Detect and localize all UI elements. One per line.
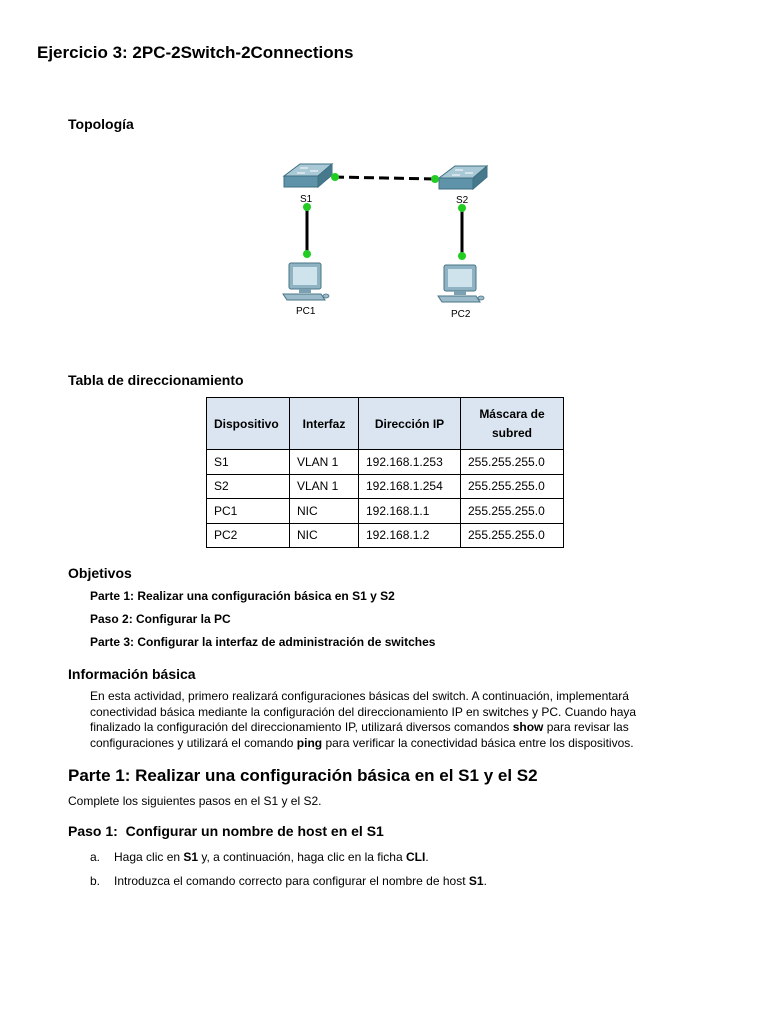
link-dot <box>431 175 439 183</box>
step-bold: S1 <box>468 874 484 888</box>
label-pc1: PC1 <box>296 306 316 317</box>
header-mask <box>461 398 564 450</box>
topology-heading: Topología <box>68 116 134 132</box>
step-item-b <box>90 874 487 888</box>
topology-diagram <box>270 150 500 330</box>
paragraph-text: para verificar la conectividad básica entre los dispositivos. <box>322 735 634 750</box>
step1-heading: Paso 1: Configurar un nombre de host en el S1 <box>68 823 384 839</box>
table-row <box>207 523 564 548</box>
step-bold: CLI <box>405 850 426 864</box>
objective-item: Paso 2: Configurar la PC <box>90 612 231 626</box>
switch-s1-icon <box>284 164 332 187</box>
cell-mask: 255.255.255.0 <box>461 523 564 548</box>
cell-ip: 192.168.1.254 <box>359 474 461 499</box>
label-s2: S2 <box>456 195 469 206</box>
step-text: Haga clic en <box>114 850 184 864</box>
switch-link <box>334 177 436 179</box>
objective-item: Parte 3: Configurar la interfaz de administración de switches <box>90 635 436 649</box>
objectives-heading: Objetivos <box>68 565 132 581</box>
cell-ip: 192.168.1.1 <box>359 499 461 524</box>
objective-item: Parte 1: Realizar una configuración básica en S1 y S2 <box>90 589 395 603</box>
step-text: . <box>425 850 429 864</box>
background-heading: Información básica <box>68 666 196 682</box>
page-title: Ejercicio 3: 2PC-2Switch-2Connections <box>37 43 354 62</box>
cell-device: S2 <box>207 474 290 499</box>
step-item-a <box>90 850 429 864</box>
addressing-table-heading: Tabla de direccionamiento <box>68 372 244 388</box>
pc1-icon <box>283 263 329 300</box>
step-bold: S1 <box>183 850 199 864</box>
header-mask-line2: subred <box>491 425 532 440</box>
step-text: y, a continuación, haga clic en la ficha <box>198 850 406 864</box>
label-s1: S1 <box>300 194 313 205</box>
part1-heading: Parte 1: Realizar una configuración básica en el S1 y el S2 <box>68 766 538 785</box>
table-row <box>207 450 564 475</box>
cell-mask: 255.255.255.0 <box>461 474 564 499</box>
link-dot <box>331 173 339 181</box>
header-ip: Dirección IP <box>359 398 461 450</box>
step-label: a. <box>90 850 101 864</box>
pc2-icon <box>438 265 484 302</box>
table-row <box>207 474 564 499</box>
header-device: Dispositivo <box>207 398 290 450</box>
step-text: . <box>483 874 487 888</box>
header-mask-line1: Máscara de <box>479 406 545 421</box>
label-pc2: PC2 <box>451 309 471 320</box>
cell-device: PC2 <box>207 523 290 548</box>
command-show: show <box>512 720 544 734</box>
paragraph-text: En esta actividad, primero realizará configuraciones básicas del switch. A continuación, implementará conectividad básica mediante la configuración del direccionamiento IP en switches y PC. Cuando haya finalizado la configuración del direccionamiento IP, utilizará diversos comandos <box>90 689 637 734</box>
background-paragraph <box>90 689 670 751</box>
cell-ip: 192.168.1.253 <box>359 450 461 475</box>
step-text: Introduzca el comando correcto para configurar el nombre de host <box>114 874 469 888</box>
command-ping: ping <box>296 735 323 750</box>
cell-device: S1 <box>207 450 290 475</box>
table-row <box>207 499 564 524</box>
step-label: b. <box>90 874 101 888</box>
link-dot <box>458 252 466 260</box>
part1-intro: Complete los siguientes pasos en el S1 y el S2. <box>68 794 322 808</box>
addressing-table <box>206 397 564 548</box>
switch-s2-icon <box>439 166 487 189</box>
cell-interface: NIC <box>290 523 359 548</box>
cell-mask: 255.255.255.0 <box>461 450 564 475</box>
paragraph-text: para revisar las configuraciones y utilizará el comando <box>90 720 629 750</box>
cell-interface: VLAN 1 <box>290 474 359 499</box>
table-header-row <box>207 398 564 450</box>
cell-interface: VLAN 1 <box>290 450 359 475</box>
cell-mask: 255.255.255.0 <box>461 499 564 524</box>
cell-device: PC1 <box>207 499 290 524</box>
cell-ip: 192.168.1.2 <box>359 523 461 548</box>
header-interface: Interfaz <box>290 398 359 450</box>
link-dot <box>303 250 311 258</box>
cell-interface: NIC <box>290 499 359 524</box>
